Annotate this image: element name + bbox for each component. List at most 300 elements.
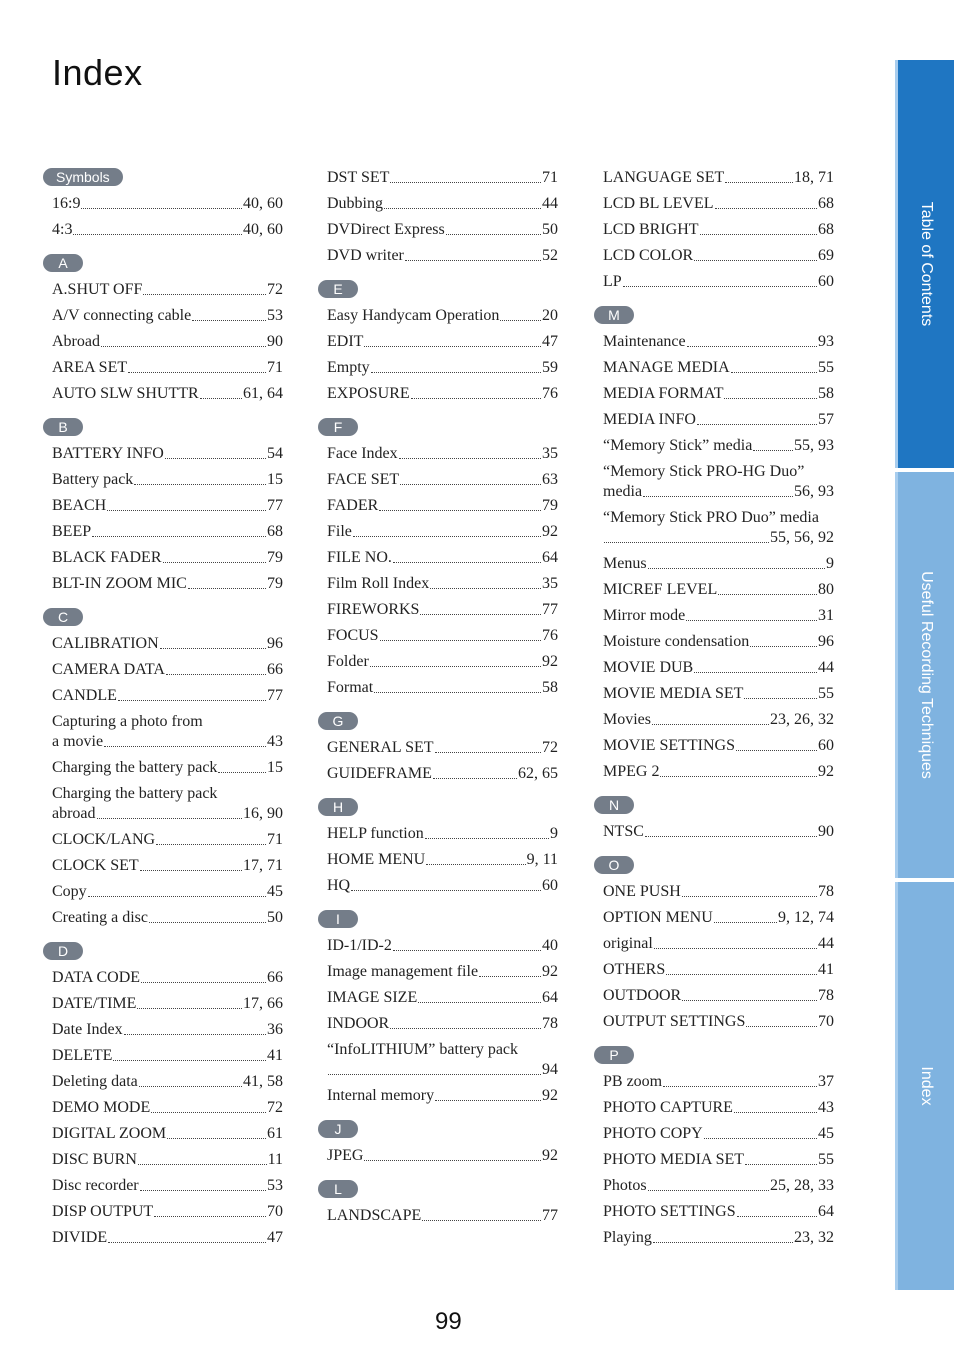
entry-pages: 43 bbox=[818, 1099, 834, 1116]
entry-term-continued: a movie bbox=[52, 733, 104, 750]
index-entry[interactable] bbox=[594, 606, 834, 626]
dot-leader bbox=[364, 1160, 541, 1161]
entry-pages: 9 bbox=[826, 555, 834, 572]
entry-term: MPEG 2 bbox=[603, 763, 660, 780]
index-entry[interactable] bbox=[43, 470, 283, 490]
entry-pages: 41, 58 bbox=[243, 1073, 283, 1090]
index-entry[interactable] bbox=[594, 462, 834, 502]
index-entry[interactable] bbox=[318, 962, 558, 982]
dot-leader bbox=[390, 182, 541, 183]
dot-leader bbox=[218, 772, 266, 773]
entry-term: LANGUAGE SET bbox=[603, 169, 725, 186]
entry-term: IMAGE SIZE bbox=[327, 989, 418, 1006]
dot-leader bbox=[134, 484, 266, 485]
entry-pages: 35 bbox=[542, 445, 558, 462]
dot-leader bbox=[435, 1100, 541, 1101]
index-column-1 bbox=[43, 168, 283, 1262]
index-entry[interactable] bbox=[594, 436, 834, 456]
index-entry[interactable] bbox=[43, 1098, 283, 1118]
index-entry[interactable] bbox=[594, 1176, 834, 1196]
index-entry[interactable] bbox=[594, 1072, 834, 1092]
entry-term: original bbox=[603, 935, 653, 952]
entry-term: HQ bbox=[327, 877, 351, 894]
entry-term: PHOTO MEDIA SET bbox=[603, 1151, 745, 1168]
entry-pages: 58 bbox=[542, 679, 558, 696]
dot-leader bbox=[435, 752, 541, 753]
index-entry[interactable] bbox=[43, 332, 283, 352]
index-entry[interactable] bbox=[318, 652, 558, 672]
index-entry[interactable] bbox=[594, 384, 834, 404]
entry-pages: 96 bbox=[267, 635, 283, 652]
index-entry[interactable] bbox=[594, 632, 834, 652]
section-letter-badge: C bbox=[43, 608, 83, 626]
dot-leader bbox=[411, 398, 541, 399]
index-entry[interactable] bbox=[318, 824, 558, 844]
index-entry[interactable] bbox=[43, 634, 283, 654]
index-entry[interactable] bbox=[318, 1014, 558, 1034]
entry-pages: 60 bbox=[818, 737, 834, 754]
dot-leader bbox=[420, 614, 541, 615]
dot-leader bbox=[143, 294, 266, 295]
index-entry[interactable] bbox=[594, 684, 834, 704]
entry-pages: 52 bbox=[542, 247, 558, 264]
entry-term: 4:3 bbox=[52, 221, 73, 238]
index-entry[interactable] bbox=[43, 856, 283, 876]
dot-leader bbox=[108, 1242, 266, 1243]
index-entry[interactable] bbox=[43, 968, 283, 988]
dot-leader bbox=[128, 372, 266, 373]
index-entry[interactable] bbox=[594, 246, 834, 266]
entry-term: HELP function bbox=[327, 825, 424, 842]
index-entry[interactable] bbox=[594, 1228, 834, 1248]
entry-term: DVD writer bbox=[327, 247, 404, 264]
entry-pages: 77 bbox=[267, 687, 283, 704]
index-entry[interactable] bbox=[43, 358, 283, 378]
index-entry[interactable] bbox=[594, 272, 834, 292]
entry-term: PHOTO COPY bbox=[603, 1125, 703, 1142]
entry-pages: 56, 93 bbox=[794, 483, 834, 500]
entry-pages: 78 bbox=[818, 987, 834, 1004]
entry-pages: 69 bbox=[818, 247, 834, 264]
entry-pages: 17, 71 bbox=[243, 857, 283, 874]
dot-leader bbox=[731, 372, 817, 373]
entry-pages: 76 bbox=[542, 385, 558, 402]
dot-leader bbox=[704, 1138, 817, 1139]
index-entry[interactable] bbox=[318, 444, 558, 464]
index-entry[interactable] bbox=[594, 410, 834, 430]
index-entry[interactable] bbox=[318, 876, 558, 896]
dot-leader bbox=[399, 458, 541, 459]
dot-leader bbox=[724, 398, 817, 399]
entry-pages: 37 bbox=[818, 1073, 834, 1090]
index-entry[interactable] bbox=[318, 332, 558, 352]
entry-term: Abroad bbox=[52, 333, 100, 350]
entry-pages: 93 bbox=[818, 333, 834, 350]
index-entry[interactable] bbox=[594, 762, 834, 782]
index-entry[interactable] bbox=[318, 738, 558, 758]
entry-pages: 35 bbox=[542, 575, 558, 592]
dot-leader bbox=[137, 1008, 242, 1009]
entry-pages: 31 bbox=[818, 607, 834, 624]
section-letter-badge: H bbox=[318, 798, 358, 816]
index-entry[interactable] bbox=[43, 758, 283, 778]
index-entry[interactable] bbox=[318, 626, 558, 646]
entry-pages: 47 bbox=[542, 333, 558, 350]
entry-pages: 77 bbox=[542, 601, 558, 618]
section-letter-badge: D bbox=[43, 942, 83, 960]
entry-term: Easy Handycam Operation bbox=[327, 307, 500, 324]
entry-term: DELETE bbox=[52, 1047, 113, 1064]
index-entry[interactable] bbox=[318, 194, 558, 214]
entry-term: CANDLE bbox=[52, 687, 117, 704]
section-letter-badge: P bbox=[594, 1046, 634, 1064]
index-entry[interactable] bbox=[594, 220, 834, 240]
entry-term: Menus bbox=[603, 555, 647, 572]
dot-leader bbox=[371, 372, 541, 373]
entry-term: DEMO MODE bbox=[52, 1099, 151, 1116]
entry-term: Charging the battery pack bbox=[52, 759, 218, 776]
entry-term: Battery pack bbox=[52, 471, 134, 488]
entry-term: INDOOR bbox=[327, 1015, 390, 1032]
tab-useful-recording-techniques[interactable] bbox=[895, 472, 954, 878]
entry-term: CALIBRATION bbox=[52, 635, 159, 652]
dot-leader bbox=[653, 1242, 793, 1243]
index-entry[interactable] bbox=[43, 830, 283, 850]
index-entry[interactable] bbox=[594, 1012, 834, 1032]
index-entry[interactable] bbox=[318, 764, 558, 784]
index-entry[interactable] bbox=[43, 712, 283, 752]
index-entry[interactable] bbox=[43, 444, 283, 464]
index-entry[interactable] bbox=[318, 384, 558, 404]
index-entry[interactable] bbox=[594, 710, 834, 730]
entry-term: EXPOSURE bbox=[327, 385, 410, 402]
index-entry[interactable] bbox=[594, 194, 834, 214]
index-entry[interactable] bbox=[594, 1098, 834, 1118]
entry-pages: 55 bbox=[818, 685, 834, 702]
index-entry[interactable] bbox=[43, 1124, 283, 1144]
entry-pages: 68 bbox=[818, 221, 834, 238]
index-entry[interactable] bbox=[594, 554, 834, 574]
entry-term: MOVIE DUB bbox=[603, 659, 694, 676]
index-entry[interactable] bbox=[594, 358, 834, 378]
index-entry[interactable] bbox=[318, 600, 558, 620]
index-entry[interactable] bbox=[43, 574, 283, 594]
entry-term: Mirror mode bbox=[603, 607, 686, 624]
index-entry[interactable] bbox=[43, 220, 283, 240]
entry-pages: 40 bbox=[542, 937, 558, 954]
index-entry[interactable] bbox=[594, 580, 834, 600]
index-entry[interactable] bbox=[318, 496, 558, 516]
dot-leader bbox=[192, 320, 266, 321]
index-entry[interactable] bbox=[594, 908, 834, 928]
index-entry[interactable] bbox=[318, 246, 558, 266]
index-entry[interactable] bbox=[318, 850, 558, 870]
index-entry[interactable] bbox=[318, 548, 558, 568]
entry-term: Empty bbox=[327, 359, 370, 376]
index-section bbox=[318, 712, 558, 784]
tab-label: Useful Recording Techniques bbox=[918, 571, 935, 779]
entry-term: 16:9 bbox=[52, 195, 81, 212]
index-entry[interactable] bbox=[318, 1040, 558, 1080]
index-entry[interactable] bbox=[43, 908, 283, 928]
entry-term: “InfoLITHIUM” battery pack bbox=[327, 1041, 519, 1058]
index-section bbox=[318, 418, 558, 698]
dot-leader bbox=[604, 542, 769, 543]
index-section bbox=[318, 1120, 558, 1166]
index-column-3 bbox=[594, 168, 834, 1262]
entry-term: OPTION MENU bbox=[603, 909, 713, 926]
dot-leader bbox=[351, 890, 541, 891]
index-entry[interactable] bbox=[43, 784, 283, 824]
entry-pages: 68 bbox=[267, 523, 283, 540]
dot-leader bbox=[654, 948, 817, 949]
dot-leader bbox=[88, 896, 266, 897]
dot-leader bbox=[714, 922, 777, 923]
index-entry[interactable] bbox=[43, 496, 283, 516]
entry-pages: 18, 71 bbox=[794, 169, 834, 186]
entry-pages: 41 bbox=[267, 1047, 283, 1064]
entry-pages: 66 bbox=[267, 969, 283, 986]
entry-term: Folder bbox=[327, 653, 369, 670]
dot-leader bbox=[166, 674, 266, 675]
entry-term: BLACK FADER bbox=[52, 549, 162, 566]
index-entry[interactable] bbox=[318, 1086, 558, 1106]
index-entry[interactable] bbox=[594, 882, 834, 902]
entry-term: DATA CODE bbox=[52, 969, 141, 986]
entry-pages: 63 bbox=[542, 471, 558, 488]
index-entry[interactable] bbox=[318, 358, 558, 378]
entry-term: FADER bbox=[327, 497, 379, 514]
entry-term: “Memory Stick” media bbox=[603, 437, 753, 454]
entry-term: PHOTO SETTINGS bbox=[603, 1203, 736, 1220]
index-section bbox=[318, 280, 558, 404]
index-entry[interactable] bbox=[594, 822, 834, 842]
entry-term: Face Index bbox=[327, 445, 398, 462]
dot-leader bbox=[715, 208, 818, 209]
dot-leader bbox=[663, 1086, 817, 1087]
dot-leader bbox=[113, 1060, 266, 1061]
index-entry[interactable] bbox=[43, 1150, 283, 1170]
side-navigation bbox=[895, 60, 954, 1290]
index-entry[interactable] bbox=[594, 658, 834, 678]
entry-term: DISC BURN bbox=[52, 1151, 137, 1168]
index-entry[interactable] bbox=[43, 686, 283, 706]
index-entry[interactable] bbox=[318, 306, 558, 326]
entry-pages: 60 bbox=[818, 273, 834, 290]
dot-leader bbox=[745, 1164, 817, 1165]
dot-leader bbox=[107, 510, 266, 511]
entry-term: LP bbox=[603, 273, 622, 290]
index-entry[interactable] bbox=[43, 660, 283, 680]
entry-term: Playing bbox=[603, 1229, 652, 1246]
dot-leader bbox=[700, 234, 817, 235]
entry-pages: 92 bbox=[542, 1147, 558, 1164]
index-entry[interactable] bbox=[594, 934, 834, 954]
entry-term: AREA SET bbox=[52, 359, 128, 376]
index-section bbox=[318, 798, 558, 896]
index-entry[interactable] bbox=[43, 1228, 283, 1248]
dot-leader bbox=[384, 208, 541, 209]
dot-leader bbox=[140, 1190, 266, 1191]
entry-pages: 96 bbox=[818, 633, 834, 650]
index-entry[interactable] bbox=[594, 508, 834, 548]
entry-term: DVDirect Express bbox=[327, 221, 445, 238]
dot-leader bbox=[648, 1190, 769, 1191]
index-entry[interactable] bbox=[43, 1020, 283, 1040]
entry-term: DST SET bbox=[327, 169, 390, 186]
index-entry[interactable] bbox=[594, 168, 834, 188]
index-entry[interactable] bbox=[318, 470, 558, 490]
entry-pages: 92 bbox=[542, 523, 558, 540]
entry-term: Photos bbox=[603, 1177, 647, 1194]
index-entry[interactable] bbox=[43, 882, 283, 902]
entry-pages: 41 bbox=[818, 961, 834, 978]
dot-leader bbox=[81, 208, 242, 209]
tab-table-of-contents[interactable] bbox=[895, 60, 954, 468]
dot-leader bbox=[682, 896, 817, 897]
section-letter-badge: L bbox=[318, 1180, 358, 1198]
index-entry[interactable] bbox=[318, 168, 558, 188]
dot-leader bbox=[200, 398, 242, 399]
index-entry[interactable] bbox=[318, 1146, 558, 1166]
dot-leader bbox=[652, 724, 769, 725]
entry-term: CLOCK/LANG bbox=[52, 831, 156, 848]
dot-leader bbox=[736, 750, 817, 751]
dot-leader bbox=[393, 950, 541, 951]
entry-pages: 79 bbox=[267, 549, 283, 566]
dot-leader bbox=[138, 1164, 267, 1165]
index-entry[interactable] bbox=[43, 994, 283, 1014]
dot-leader bbox=[188, 588, 266, 589]
entry-pages: 70 bbox=[267, 1203, 283, 1220]
index-entry[interactable] bbox=[318, 574, 558, 594]
index-entry[interactable] bbox=[43, 306, 283, 326]
index-entry[interactable] bbox=[318, 522, 558, 542]
entry-pages: 16, 90 bbox=[243, 805, 283, 822]
dot-leader bbox=[694, 672, 817, 673]
dot-leader bbox=[500, 320, 541, 321]
dot-leader bbox=[430, 588, 541, 589]
entry-term: Moisture condensation bbox=[603, 633, 750, 650]
index-entry[interactable] bbox=[594, 736, 834, 756]
entry-term: LCD BL LEVEL bbox=[603, 195, 714, 212]
index-entry[interactable] bbox=[318, 678, 558, 698]
index-section bbox=[43, 608, 283, 928]
index-section bbox=[594, 856, 834, 1032]
index-entry[interactable] bbox=[594, 1150, 834, 1170]
index-entry[interactable] bbox=[43, 1176, 283, 1196]
entry-pages: 55, 56, 92 bbox=[770, 529, 834, 546]
entry-pages: 92 bbox=[542, 653, 558, 670]
index-entry[interactable] bbox=[43, 522, 283, 542]
entry-pages: 64 bbox=[818, 1203, 834, 1220]
index-entry[interactable] bbox=[594, 1202, 834, 1222]
dot-leader bbox=[141, 982, 266, 983]
index-entry[interactable] bbox=[318, 220, 558, 240]
section-letter-badge: O bbox=[594, 856, 634, 874]
dot-leader bbox=[154, 1216, 266, 1217]
index-entry[interactable] bbox=[318, 988, 558, 1008]
entry-term: FACE SET bbox=[327, 471, 400, 488]
entry-term: MOVIE MEDIA SET bbox=[603, 685, 744, 702]
index-section bbox=[594, 796, 834, 842]
entry-pages: 79 bbox=[542, 497, 558, 514]
entry-term: Date Index bbox=[52, 1021, 123, 1038]
entry-pages: 47 bbox=[267, 1229, 283, 1246]
entry-pages: 71 bbox=[542, 169, 558, 186]
index-entry[interactable] bbox=[594, 332, 834, 352]
entry-pages: 15 bbox=[267, 471, 283, 488]
entry-pages: 77 bbox=[542, 1207, 558, 1224]
entry-pages: 59 bbox=[542, 359, 558, 376]
entry-pages: 66 bbox=[267, 661, 283, 678]
dot-leader bbox=[425, 838, 549, 839]
entry-pages: 92 bbox=[818, 763, 834, 780]
index-entry[interactable] bbox=[594, 1124, 834, 1144]
index-entry[interactable] bbox=[318, 936, 558, 956]
entry-pages: 68 bbox=[818, 195, 834, 212]
entry-term: Copy bbox=[52, 883, 87, 900]
dot-leader bbox=[682, 1000, 817, 1001]
index-entry[interactable] bbox=[43, 384, 283, 404]
index-section bbox=[318, 168, 558, 266]
index-entry[interactable] bbox=[43, 280, 283, 300]
entry-term: MEDIA FORMAT bbox=[603, 385, 724, 402]
entry-pages: 45 bbox=[818, 1125, 834, 1142]
entry-term: Creating a disc bbox=[52, 909, 148, 926]
index-entry[interactable] bbox=[43, 194, 283, 214]
dot-leader bbox=[623, 286, 817, 287]
index-entry[interactable] bbox=[318, 1206, 558, 1226]
entry-term: MEDIA INFO bbox=[603, 411, 696, 428]
index-entry[interactable] bbox=[43, 1202, 283, 1222]
index-entry[interactable] bbox=[594, 960, 834, 980]
entry-pages: 53 bbox=[267, 307, 283, 324]
dot-leader bbox=[140, 870, 242, 871]
entry-term-continued: abroad bbox=[52, 805, 96, 822]
entry-term: GENERAL SET bbox=[327, 739, 434, 756]
dot-leader bbox=[379, 510, 541, 511]
dot-leader bbox=[374, 692, 541, 693]
entry-term: LCD BRIGHT bbox=[603, 221, 699, 238]
entry-term: BEACH bbox=[52, 497, 107, 514]
entry-term: NTSC bbox=[603, 823, 644, 840]
entry-pages: 40, 60 bbox=[243, 195, 283, 212]
entry-term: DATE/TIME bbox=[52, 995, 137, 1012]
index-entry[interactable] bbox=[43, 1046, 283, 1066]
dot-leader bbox=[101, 346, 266, 347]
index-entry[interactable] bbox=[594, 986, 834, 1006]
entry-term: FILE NO. bbox=[327, 549, 392, 566]
index-section bbox=[594, 168, 834, 292]
dot-leader bbox=[160, 648, 266, 649]
entry-pages: 54 bbox=[267, 445, 283, 462]
entry-term: OUTDOOR bbox=[603, 987, 682, 1004]
dot-leader bbox=[718, 594, 817, 595]
entry-pages: 62, 65 bbox=[518, 765, 558, 782]
tab-index[interactable] bbox=[895, 882, 954, 1290]
index-entry[interactable] bbox=[43, 548, 283, 568]
dot-leader bbox=[380, 640, 541, 641]
entry-term: MANAGE MEDIA bbox=[603, 359, 730, 376]
entry-term: CAMERA DATA bbox=[52, 661, 165, 678]
dot-leader bbox=[734, 1112, 817, 1113]
dot-leader bbox=[118, 700, 266, 701]
index-entry[interactable] bbox=[43, 1072, 283, 1092]
dot-leader bbox=[400, 484, 541, 485]
index-column-2 bbox=[318, 168, 558, 1240]
dot-leader bbox=[725, 182, 793, 183]
